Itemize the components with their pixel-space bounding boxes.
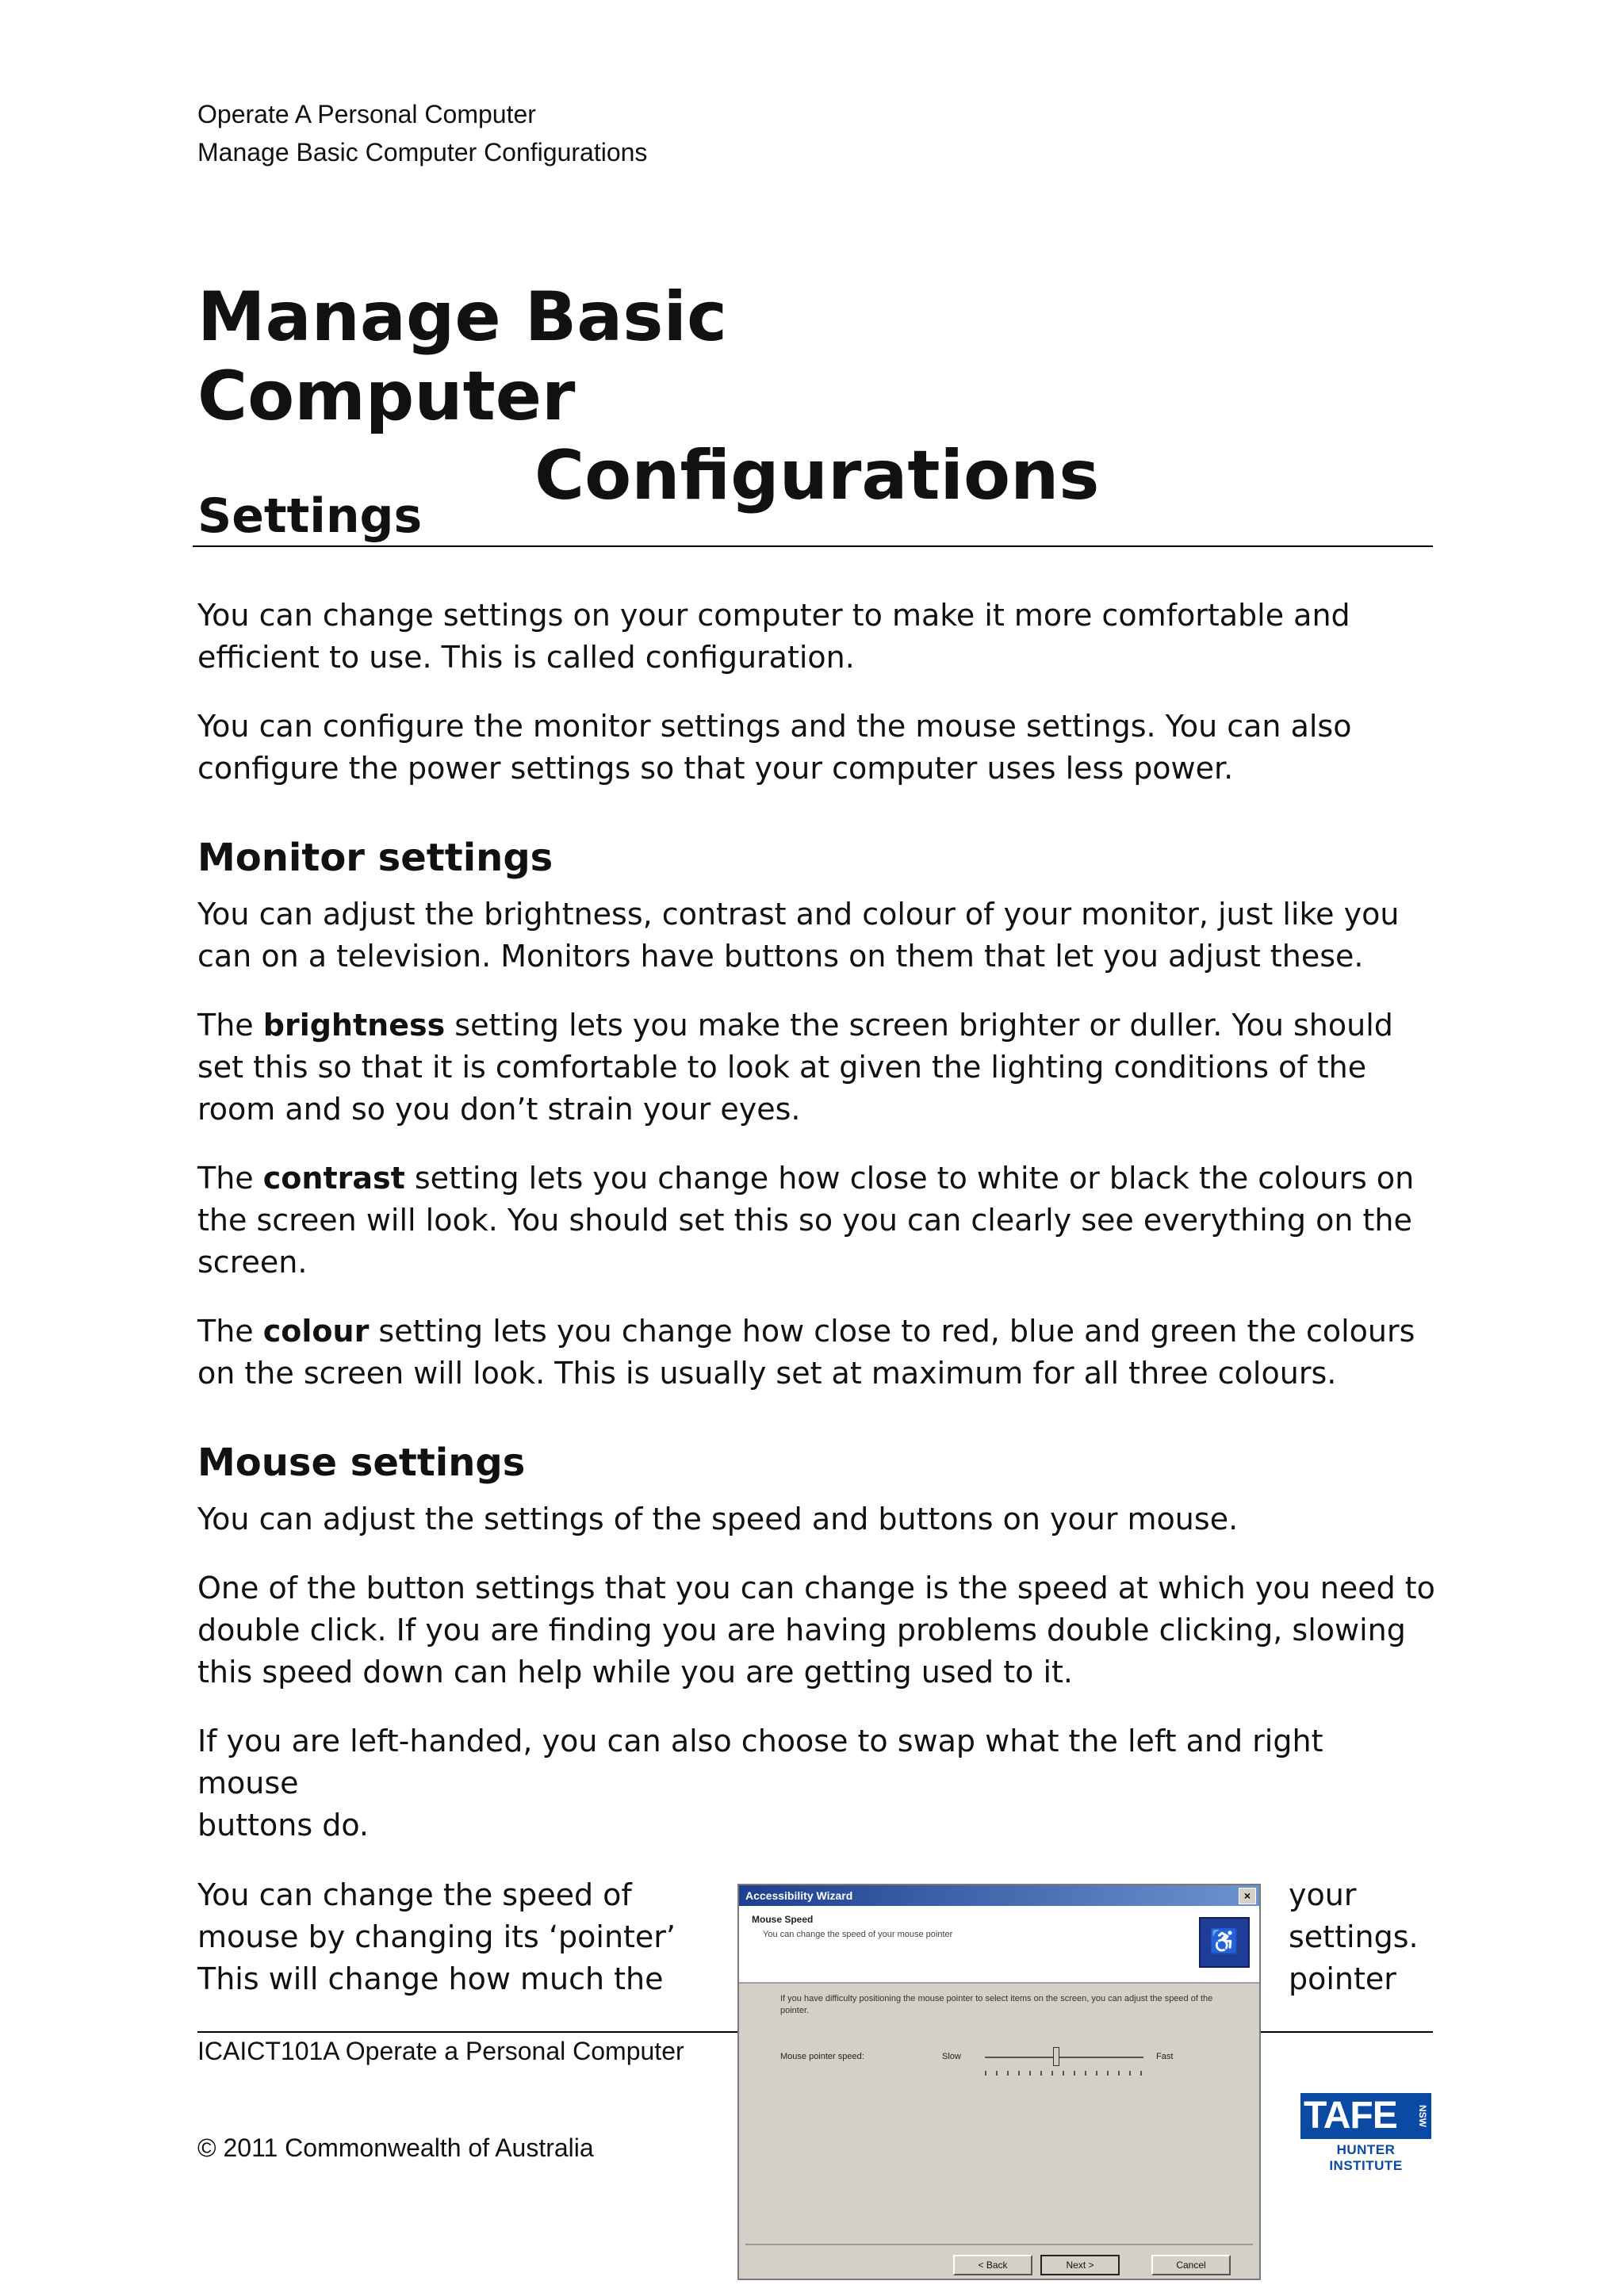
mouse-paragraph-4-left-line1: You can change the speed of (197, 1877, 632, 1912)
mouse-paragraph-4-left-line3: This will change how much the (197, 1961, 664, 1996)
mouse-paragraph-2: One of the button settings that you can change is the speed at which you need to double click. If you are finding you are having problems double clicking, slowing this speed down can help while you are getting used to it. (197, 1571, 1435, 1689)
wizard-description: If you have difficulty positioning the mouse pointer to select items on the screen, you can adjust the speed of the pointer. (780, 1994, 1213, 2015)
pointer-speed-slider-thumb (1053, 2047, 1059, 2066)
tafe-logo-badge: NSW (1417, 2105, 1428, 2127)
mouse-settings-heading: Mouse settings (197, 1441, 526, 1485)
accessibility-wizard-screenshot (737, 1884, 1261, 2280)
mouse-paragraph-4-left (197, 1874, 705, 2000)
close-icon: × (1239, 1888, 1256, 1904)
mouse-paragraph-3 (197, 1720, 1442, 1846)
contrast-term: contrast (262, 1161, 405, 1196)
monitor-intro-paragraph: You can adjust the brightness, contrast and colour of your monitor, just like you can on a television. Monitors have buttons on them that let you adjust these. (197, 897, 1400, 974)
colour-lead: The (197, 1314, 263, 1349)
mouse-paragraph-1: You can adjust the settings of the speed and buttons on your mouse. (197, 1502, 1239, 1536)
section-heading-settings: Settings (197, 488, 423, 544)
colour-text: setting lets you change how close to red, blue and green the colours on the screen will look. This is usually set at maximum for all three colours. (197, 1314, 1415, 1391)
wizard-back-button: < Back (953, 2255, 1032, 2275)
contrast-text: setting lets you change how close to white or black the colours on the screen will look. You should set this so you can clearly see everything on the screen. (197, 1161, 1415, 1280)
footer-course-code: ICAICT101A Operate a Personal Computer (197, 2037, 684, 2065)
contrast-paragraph (197, 1158, 1442, 1284)
tafe-logo (1300, 2093, 1431, 2173)
footer-divider-left (197, 2031, 737, 2033)
settings-paragraph-1: You can change settings on your computer to make it more comfortable and efficient to use. This is called configuration. (197, 598, 1350, 675)
wizard-cancel-button: Cancel (1151, 2255, 1231, 2275)
tafe-logo-wordmark: TAFE (1304, 2095, 1397, 2137)
mouse-paragraph-3-line3: buttons do. (197, 1808, 369, 1843)
wizard-heading: Mouse Speed (752, 1914, 814, 1925)
accessibility-icon: ♿ (1199, 1917, 1250, 1968)
settings-paragraph-2: You can configure the monitor settings and the mouse settings. You can also configure the power settings so that your computer uses less power. (197, 709, 1352, 786)
mouse-paragraph-4-right (1289, 1874, 1447, 2000)
slow-label: Slow (942, 2052, 961, 2061)
colour-term: colour (262, 1314, 370, 1349)
document-title-line1: Manage Basic Computer (197, 277, 727, 436)
pointer-speed-slider-track (985, 2057, 1143, 2058)
brightness-paragraph (197, 1004, 1442, 1131)
footer-divider-right (1261, 2031, 1433, 2033)
monitor-settings-heading: Monitor settings (197, 836, 553, 880)
document-title (197, 277, 1109, 515)
pointer-speed-label: Mouse pointer speed: (780, 2052, 864, 2061)
mouse-paragraph-3-line1: If you are left-handed, you can also choose to swap what the left and right (197, 1724, 1323, 1758)
mouse-paragraph-4-left-line2: mouse by changing its ‘pointer’ (197, 1919, 676, 1954)
mouse-paragraph-3-line2: mouse (197, 1766, 299, 1800)
brightness-term: brightness (262, 1008, 446, 1043)
mouse-paragraph-4-right-line3: pointer (1289, 1961, 1396, 1996)
tafe-logo-subtitle: HUNTER INSTITUTE (1329, 2142, 1403, 2173)
mouse-paragraph-4-right-line1: your (1289, 1877, 1357, 1912)
wizard-subheading: You can change the speed of your mouse pointer (763, 1930, 953, 1939)
brightness-text: setting lets you make the screen brighter or duller. You should set this so that it is comfortable to look at given the lighting conditions of the room and so you don’t strain your eyes. (197, 1008, 1393, 1127)
running-header-course: Operate A Personal Computer (197, 100, 536, 128)
pointer-speed-slider-ticks (985, 2071, 1143, 2076)
footer-copyright: © 2011 Commonwealth of Australia (197, 2133, 594, 2162)
wizard-titlebar (739, 1885, 1259, 1906)
running-header-topic: Manage Basic Computer Configurations (197, 138, 648, 166)
wizard-header-panel (739, 1906, 1259, 1984)
fast-label: Fast (1156, 2052, 1174, 2061)
mouse-paragraph-4-right-line2: settings. (1289, 1919, 1419, 1954)
wizard-next-button: Next > (1040, 2255, 1120, 2275)
tafe-logo-box (1300, 2093, 1431, 2139)
colour-paragraph (197, 1311, 1442, 1395)
wizard-title: Accessibility Wizard (745, 1889, 853, 1902)
running-header (197, 95, 647, 171)
section-divider (193, 545, 1433, 547)
contrast-lead: The (197, 1161, 263, 1196)
document-title-line2: Configurations (534, 436, 1100, 515)
wizard-button-separator (745, 2244, 1253, 2245)
brightness-lead: The (197, 1008, 263, 1043)
